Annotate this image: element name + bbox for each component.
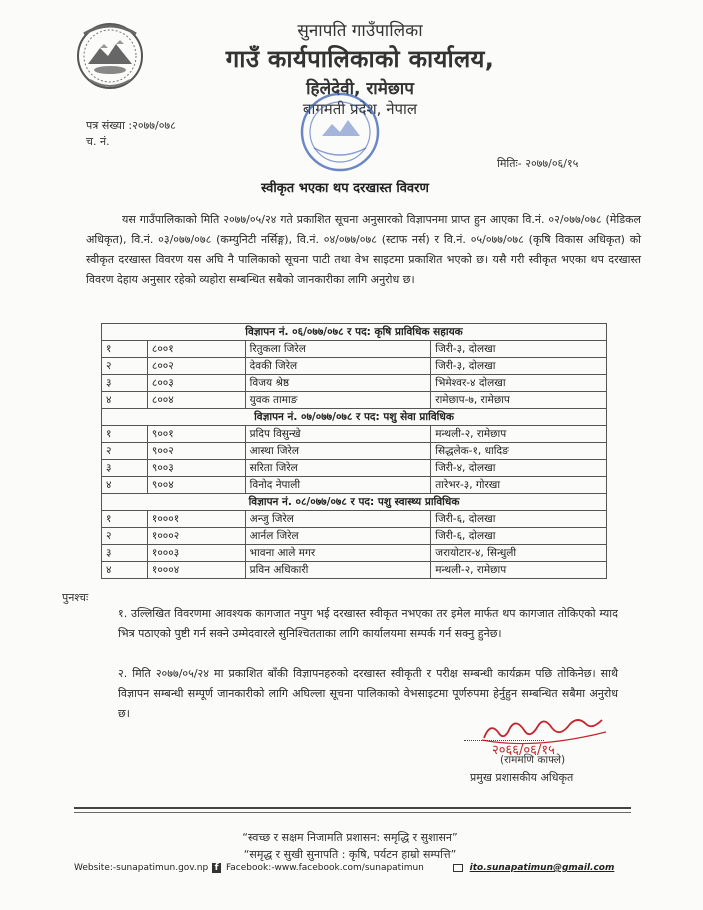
applicant-name-cell: युवक तामाङ: [245, 392, 431, 409]
roll-number-cell: १०००१: [147, 511, 245, 528]
signature-line: [464, 740, 544, 741]
postscript-note-2: २. मिति २०७७/०५/२४ मा प्रकाशित बाँकी विज्ञापनहरुको दरखास्त स्वीकृती र परीक्ष सम्बन्धी कार्यक्रम पछि तोकिनेछ। साथै विज्ञापन सम्बन्धी सम्पूर्ण जानकारीको लागि अघिल्ला सूचना पालिकाको वेभसाइटमा पूर्णरुपमा हेर्नुहुन सम्बन्धित सबैमा अनुरोध छ।: [118, 667, 618, 720]
serial-number-cell: २: [102, 358, 148, 375]
table-section-heading-row: [102, 494, 607, 511]
footer-motto-2: “समृद्ध र सुखी सुनापति : कृषि, पर्यटन हाम्रो सम्पत्ति”: [243, 848, 457, 861]
nepal-emblem-icon: [70, 14, 150, 94]
letter-number: पत्र संख्या :२०७७/०७८: [86, 119, 176, 132]
applicant-name-cell: अन्जु जिरेल: [245, 511, 431, 528]
address-cell: जिरी-४, दोलखा: [431, 460, 607, 477]
serial-number-cell: ४: [102, 392, 148, 409]
footer-motto-1: “स्वच्छ र सक्षम निजामति प्रशासन: समृद्धि र सुशासन”: [242, 831, 458, 844]
letter-date: मितिः- २०७७/०६/१५: [497, 157, 579, 170]
body-paragraph: यस गाउँपालिकाको मिति २०७७/०५/२४ गते प्रकाशित सूचना अनुसारको विज्ञापनमा प्राप्त हुन आएका वि.नं. ०२/०७७/०७८ (मेडिकल अधिकृत), वि.नं. ०३/०७७/०७८ (कम्युनिटी नर्सिङ्ग), वि.नं. ०४/०७७/०७८ (स्टाफ नर्स) र वि.नं. ०५/०७७/०७८ (कृषि विकास अधिकृत) को स्वीकृत दरखास्त विवरण यस अघि नै पालिकाको सूचना पाटी तथा वेभ साइटमा प्रकाशित भएको छ। यसै गरी स्वीकृत भएका थप दरखास्त विवरण देहाय अनुसार रहेको व्यहोरा सम्बन्धित सबैको जानकारीका लागि अनुरोध छ।: [86, 213, 641, 286]
footer-email[interactable]: ito.sunapatimun@gmail.com: [469, 863, 615, 873]
serial-number-cell: १: [102, 426, 148, 443]
applicant-name-cell: प्रदिप विसुन्खे: [245, 426, 431, 443]
table-section-heading-row: [102, 324, 607, 341]
applicant-name-cell: रितुकला जिरेल: [245, 341, 431, 358]
table-row: [102, 511, 607, 528]
table-row: [102, 341, 607, 358]
footer-divider-thick: [74, 807, 631, 809]
applicant-name-cell: प्रविन अधिकारी: [245, 562, 431, 579]
facebook-icon: f: [212, 863, 221, 873]
address-cell: जरायोटार-४, सिन्धुली: [431, 545, 607, 562]
postscript-label: पुनश्चः: [62, 591, 89, 604]
municipality-name: सुनापति गाउँपालिका: [297, 21, 423, 41]
roll-number-cell: ८००१: [147, 341, 245, 358]
serial-number-cell: ४: [102, 477, 148, 494]
address-cell: जिरी-६, दोलखा: [431, 528, 607, 545]
roll-number-cell: ९००२: [147, 443, 245, 460]
table-row: [102, 477, 607, 494]
table-row: [102, 460, 607, 477]
province-line: बागमती प्रदेश, नेपाल: [302, 100, 418, 118]
applicant-name-cell: आस्था जिरेल: [245, 443, 431, 460]
office-name: गाउँ कार्यपालिकाको कार्यालय,: [225, 45, 495, 73]
document-title: स्वीकृत भएका थप दरखास्त विवरण: [261, 181, 429, 196]
mail-icon: [453, 864, 463, 872]
applicant-name-cell: विजय श्रेष्ठ: [245, 375, 431, 392]
serial-number-cell: २: [102, 443, 148, 460]
footer-website[interactable]: Website:-sunapatimun.gov.np: [74, 863, 209, 873]
applicant-name-cell: देवकी जिरेल: [245, 358, 431, 375]
table-row: [102, 426, 607, 443]
serial-number-cell: २: [102, 528, 148, 545]
office-location: हिलेदेवी, रामेछाप: [306, 79, 414, 99]
advertisement-heading: विज्ञापन नं. ०६/०७७/०७८ र पद: कृषि प्राविधिक सहायक: [102, 324, 607, 341]
dispatch-number: च. नं.: [86, 135, 110, 148]
office-seal-stamp: [296, 88, 384, 176]
serial-number-cell: १: [102, 341, 148, 358]
serial-number-cell: १: [102, 511, 148, 528]
roll-number-cell: १०००४: [147, 562, 245, 579]
applicant-name-cell: भावना आले मगर: [245, 545, 431, 562]
roll-number-cell: ९००३: [147, 460, 245, 477]
address-cell: सिद्धलेक-१, धादिङ: [431, 443, 607, 460]
applicant-name-cell: विनोद नेपाली: [245, 477, 431, 494]
serial-number-cell: ३: [102, 460, 148, 477]
address-cell: भिमेश्वर-४ दोलखा: [431, 375, 607, 392]
postscript-note-1: १. उल्लिखित विवरणमा आवश्यक कागजात नपुग भई दरखास्त स्वीकृत नभएका तर इमेल मार्फत थप कागजात तोकिएको म्याद भित्र पठाएको पुष्टी गर्न सक्ने उम्मेदवारले सुनिश्चितताका लागि कार्यालयमा सम्पर्क गर्न सक्नु हुनेछ।: [118, 607, 618, 640]
roll-number-cell: १०००३: [147, 545, 245, 562]
table-row: [102, 443, 607, 460]
roll-number-cell: ८००३: [147, 375, 245, 392]
applicant-name-cell: आर्नल जिरेल: [245, 528, 431, 545]
footer-contacts: [74, 863, 614, 874]
signer-name: (राममणि काफ्ले): [500, 754, 566, 766]
applicants-table: [101, 323, 607, 579]
footer-divider-thin: [74, 812, 631, 813]
table-row: [102, 375, 607, 392]
serial-number-cell: ४: [102, 562, 148, 579]
roll-number-cell: १०००२: [147, 528, 245, 545]
table-row: [102, 358, 607, 375]
roll-number-cell: ९००४: [147, 477, 245, 494]
table-section-heading-row: [102, 409, 607, 426]
advertisement-heading: विज्ञापन नं. ०८/०७७/०७८ र पद: पशु स्वास्थ्य प्राविधिक: [102, 494, 607, 511]
address-cell: मन्थली-२, रामेछाप: [431, 562, 607, 579]
signer-designation: प्रमुख प्रशासकीय अधिकृत: [470, 771, 574, 784]
serial-number-cell: ३: [102, 375, 148, 392]
applicant-name-cell: सरिता जिरेल: [245, 460, 431, 477]
address-cell: तारेभर-३, गोरखा: [431, 477, 607, 494]
table-row: [102, 392, 607, 409]
address-cell: जिरी-३, दोलखा: [431, 341, 607, 358]
table-row: [102, 562, 607, 579]
serial-number-cell: ३: [102, 545, 148, 562]
table-row: [102, 528, 607, 545]
address-cell: जिरी-६, दोलखा: [431, 511, 607, 528]
signature-date: २०६६/०६/१५: [492, 743, 555, 758]
address-cell: मन्थली-२, रामेछाप: [431, 426, 607, 443]
roll-number-cell: ८००४: [147, 392, 245, 409]
advertisement-heading: विज्ञापन नं. ०७/०७७/०७८ र पद: पशु सेवा प्राविधिक: [102, 409, 607, 426]
table-row: [102, 545, 607, 562]
address-cell: जिरी-३, दोलखा: [431, 358, 607, 375]
address-cell: रामेछाप-७, रामेछाप: [431, 392, 607, 409]
footer-facebook[interactable]: Facebook:-www.facebook.com/sunapatimun: [225, 863, 424, 873]
roll-number-cell: ९००१: [147, 426, 245, 443]
roll-number-cell: ८००२: [147, 358, 245, 375]
